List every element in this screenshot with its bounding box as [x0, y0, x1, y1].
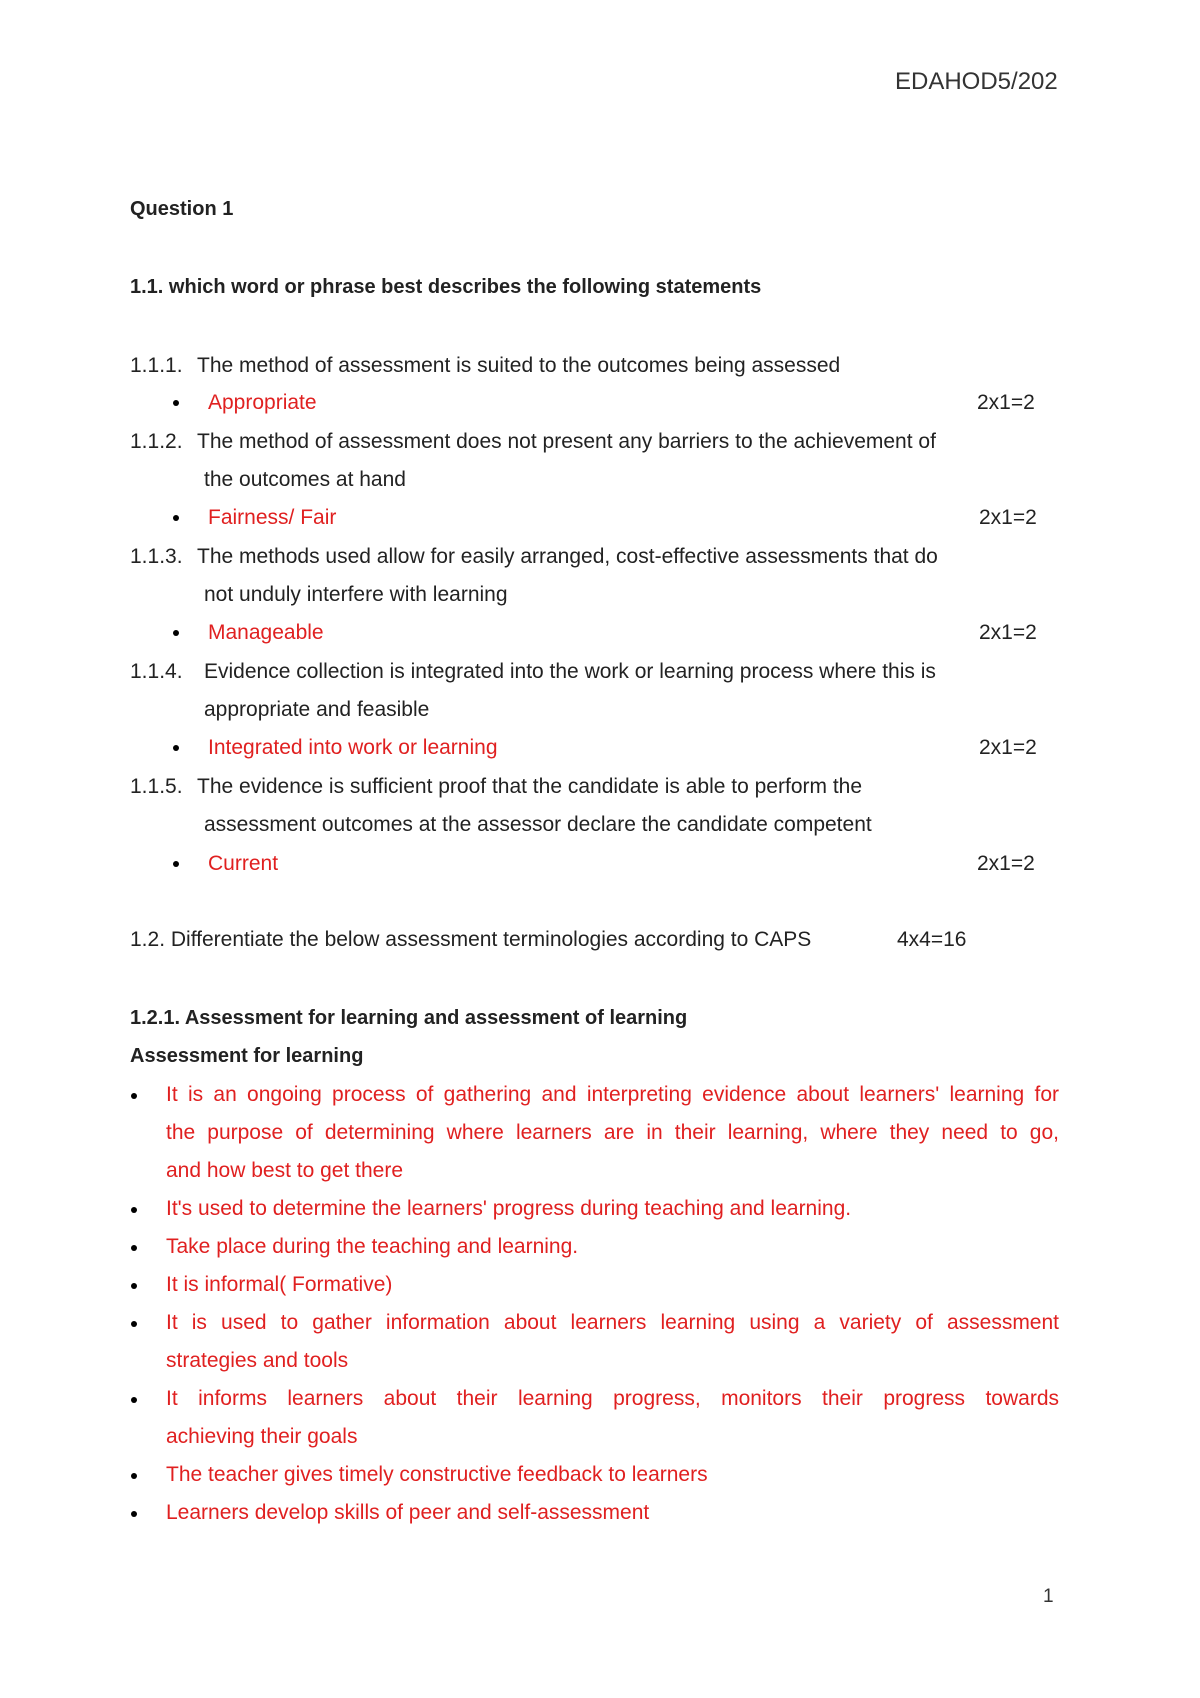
item-number: 1.1.3. [130, 545, 183, 568]
list-item-line: It is an ongoing process of gathering and interpreting evidence about learners' learning for [166, 1083, 1059, 1106]
bullet-icon [173, 861, 179, 867]
bullet-icon [131, 1397, 137, 1403]
marks-allocation: 2x1=2 [979, 506, 1037, 529]
answer-text: Manageable [208, 621, 324, 644]
list-item-line: and how best to get there [166, 1159, 403, 1182]
list-item-line: strategies and tools [166, 1349, 349, 1372]
answer-text: Fairness/ Fair [208, 506, 337, 529]
item-text: The method of assessment is suited to the outcomes being assessed [197, 354, 841, 377]
question-title: Question 1 [130, 198, 234, 220]
marks-allocation: 2x1=2 [977, 852, 1035, 875]
list-item-line: It informs learners about their learning progress, monitors their progress towards [166, 1387, 1059, 1410]
assessment-for-learning-subheading: Assessment for learning [130, 1045, 364, 1067]
item-text: The method of assessment does not present any barriers to the achievement of [197, 430, 936, 453]
item-text: Evidence collection is integrated into the work or learning process where this is [204, 660, 936, 683]
bullet-icon [173, 745, 179, 751]
marks-allocation: 2x1=2 [977, 391, 1035, 414]
list-item-line: The teacher gives timely constructive feedback to learners [166, 1463, 708, 1486]
section-1-1-heading: 1.1. which word or phrase best describes the following statements [130, 276, 762, 298]
list-item-line: It is used to gather information about learners learning using a variety of assessment [166, 1311, 1059, 1334]
list-item-line: achieving their goals [166, 1425, 358, 1448]
answer-text: Current [208, 852, 279, 875]
item-number: 1.1.5. [130, 775, 183, 798]
list-item-line: It's used to determine the learners' progress during teaching and learning. [166, 1197, 852, 1220]
list-item-line: It is informal( Formative) [166, 1273, 393, 1296]
bullet-icon [131, 1245, 137, 1251]
marks-allocation: 2x1=2 [979, 736, 1037, 759]
document-code: EDAHOD5/202 [895, 68, 1058, 95]
bullet-icon [131, 1321, 137, 1327]
section-1-2-heading: 1.2. Differentiate the below assessment terminologies according to CAPS [130, 928, 812, 951]
bullet-icon [173, 400, 179, 406]
page-number: 1 [1043, 1586, 1054, 1607]
item-number: 1.1.2. [130, 430, 183, 453]
bullet-icon [131, 1093, 137, 1099]
bullet-icon [173, 515, 179, 521]
list-item-line: the purpose of determining where learners are in their learning, where they need to go, [166, 1121, 1059, 1144]
bullet-icon [131, 1511, 137, 1517]
list-item-line: Learners develop skills of peer and self-assessment [166, 1501, 650, 1524]
list-item-line: Take place during the teaching and learning. [166, 1235, 579, 1258]
item-text-continued: assessment outcomes at the assessor declare the candidate competent [204, 813, 872, 836]
item-text: The evidence is sufficient proof that the candidate is able to perform the [197, 775, 863, 798]
bullet-icon [173, 630, 179, 636]
bullet-icon [131, 1283, 137, 1289]
item-text-continued: appropriate and feasible [204, 698, 430, 721]
marks-allocation: 2x1=2 [979, 621, 1037, 644]
item-text-continued: the outcomes at hand [204, 468, 406, 491]
item-text-continued: not unduly interfere with learning [204, 583, 508, 606]
answer-text: Integrated into work or learning [208, 736, 498, 759]
section-1-2-marks: 4x4=16 [897, 928, 967, 951]
answer-text: Appropriate [208, 391, 317, 414]
section-1-2-1-heading: 1.2.1. Assessment for learning and assessment of learning [130, 1007, 688, 1029]
bullet-icon [131, 1207, 137, 1213]
item-text: The methods used allow for easily arranged, cost-effective assessments that do [197, 545, 938, 568]
item-number: 1.1.1. [130, 354, 183, 377]
item-number: 1.1.4. [130, 660, 183, 683]
bullet-icon [131, 1473, 137, 1479]
